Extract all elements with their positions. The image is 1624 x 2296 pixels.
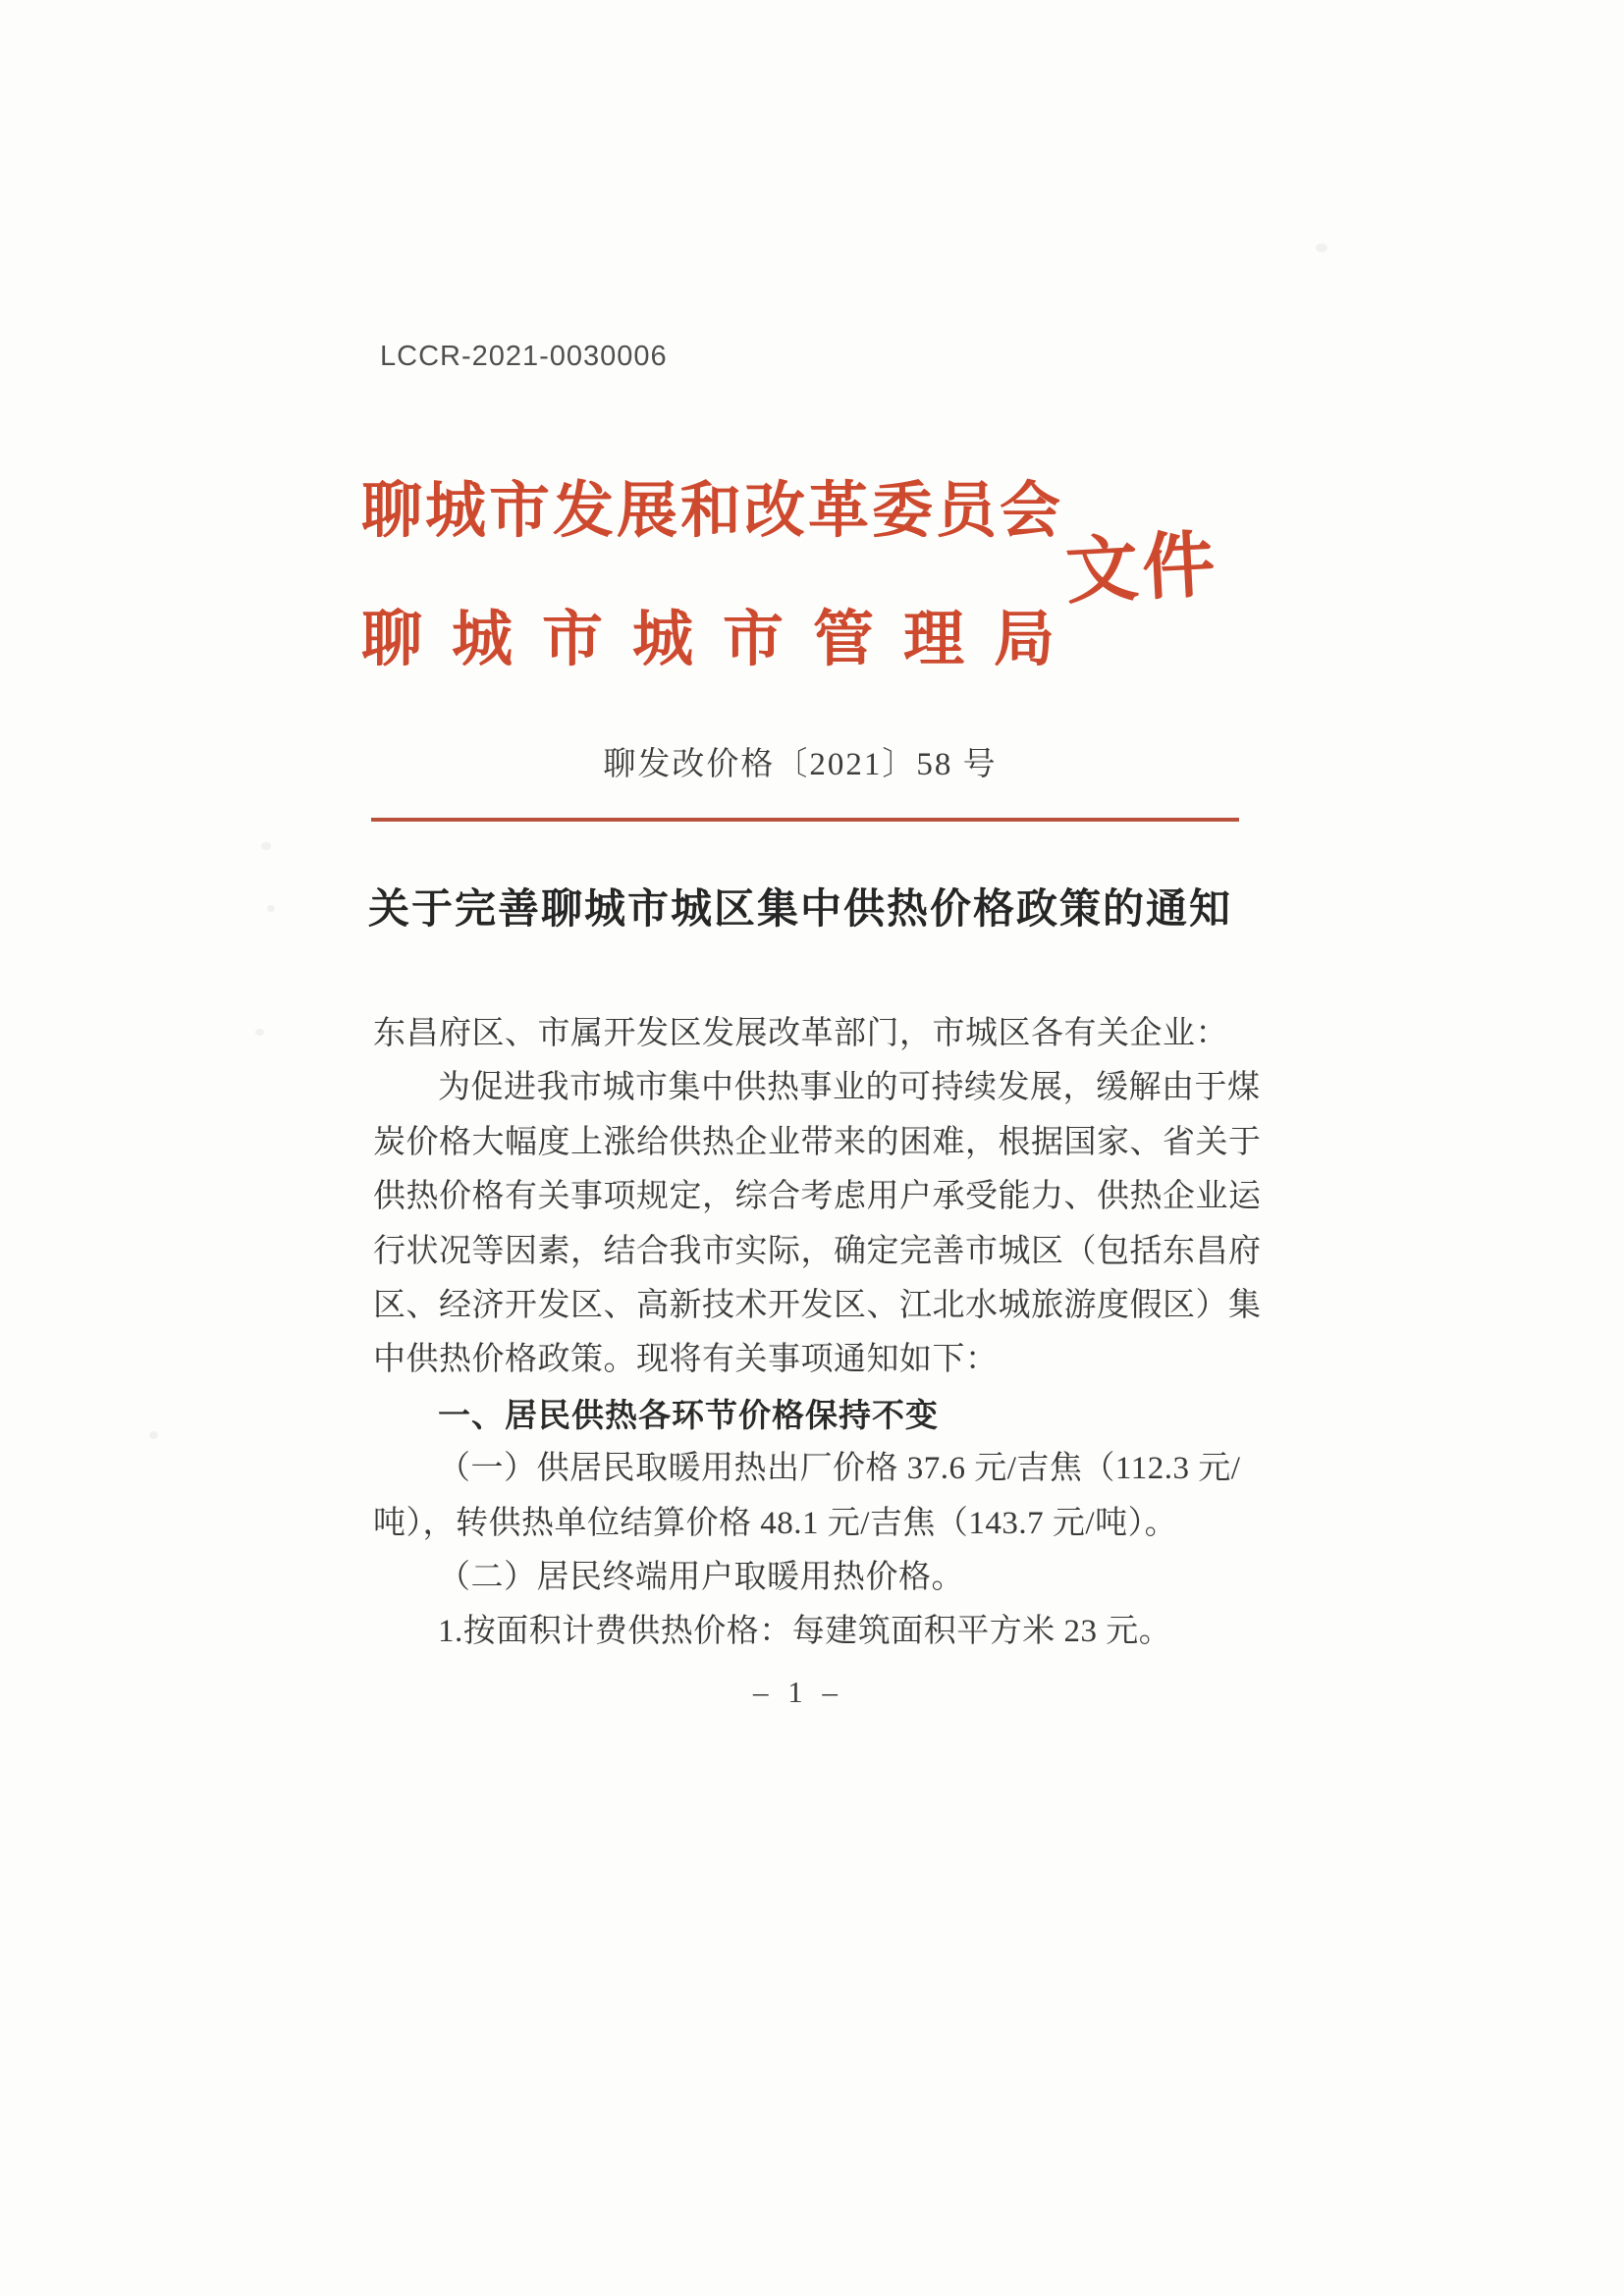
document-title: 关于完善聊城市城区集中供热价格政策的通知 [367,887,1232,933]
body-line: （一）供居民取暖用热出厂价格 37.6 元/吉焦（112.3 元/ [438,1451,1241,1487]
issuing-org-line1: 聊城市发展和改革委员会 [361,478,1064,545]
scan-smudge [149,1431,158,1439]
document-body [373,1007,1262,1660]
red-divider-line [371,818,1239,822]
body-line: 为促进我市城市集中供热事业的可持续发展，缓解由于煤 [438,1070,1261,1106]
body-line: 1.按面积计费供热价格：每建筑面积平方米 23 元。 [438,1614,1172,1650]
document-number: 聊发改价格〔2021〕58 号 [603,747,998,782]
letterhead [361,461,1284,677]
scan-smudge [1316,243,1327,252]
document-word: 文件 [1063,524,1221,614]
scan-smudge [267,905,275,912]
section-heading-line: 一、居民供热各环节价格保持不变 [438,1396,939,1433]
body-line: 吨），转供热单位结算价格 48.1 元/吉焦（143.7 元/吨）。 [373,1505,1178,1541]
body-line: 炭价格大幅度上涨给供热企业带来的困难，根据国家、省关于 [373,1124,1262,1160]
page-number: – 1 – [753,1675,843,1709]
body-line: 行状况等因素，结合我市实际，确定完善市城区（包括东昌府 [373,1233,1262,1269]
body-line: （二）居民终端用户取暖用热价格。 [438,1559,964,1595]
body-line: 区、经济开发区、高新技术开发区、江北水城旅游度假区）集 [373,1287,1262,1323]
scan-smudge [261,842,271,850]
issuing-org-line2: 聊城市城市管理局 [361,607,1085,673]
salutation-line: 东昌府区、市属开发区发展改革部门，市城区各有关企业： [373,1016,1228,1051]
body-line: 中供热价格政策。现将有关事项通知如下： [373,1342,999,1378]
body-line: 供热价格有关事项规定，综合考虑用户承受能力、供热企业运 [373,1179,1262,1215]
scan-smudge [255,1029,264,1036]
document-reference-code: LCCR-2021-0030006 [380,341,668,372]
